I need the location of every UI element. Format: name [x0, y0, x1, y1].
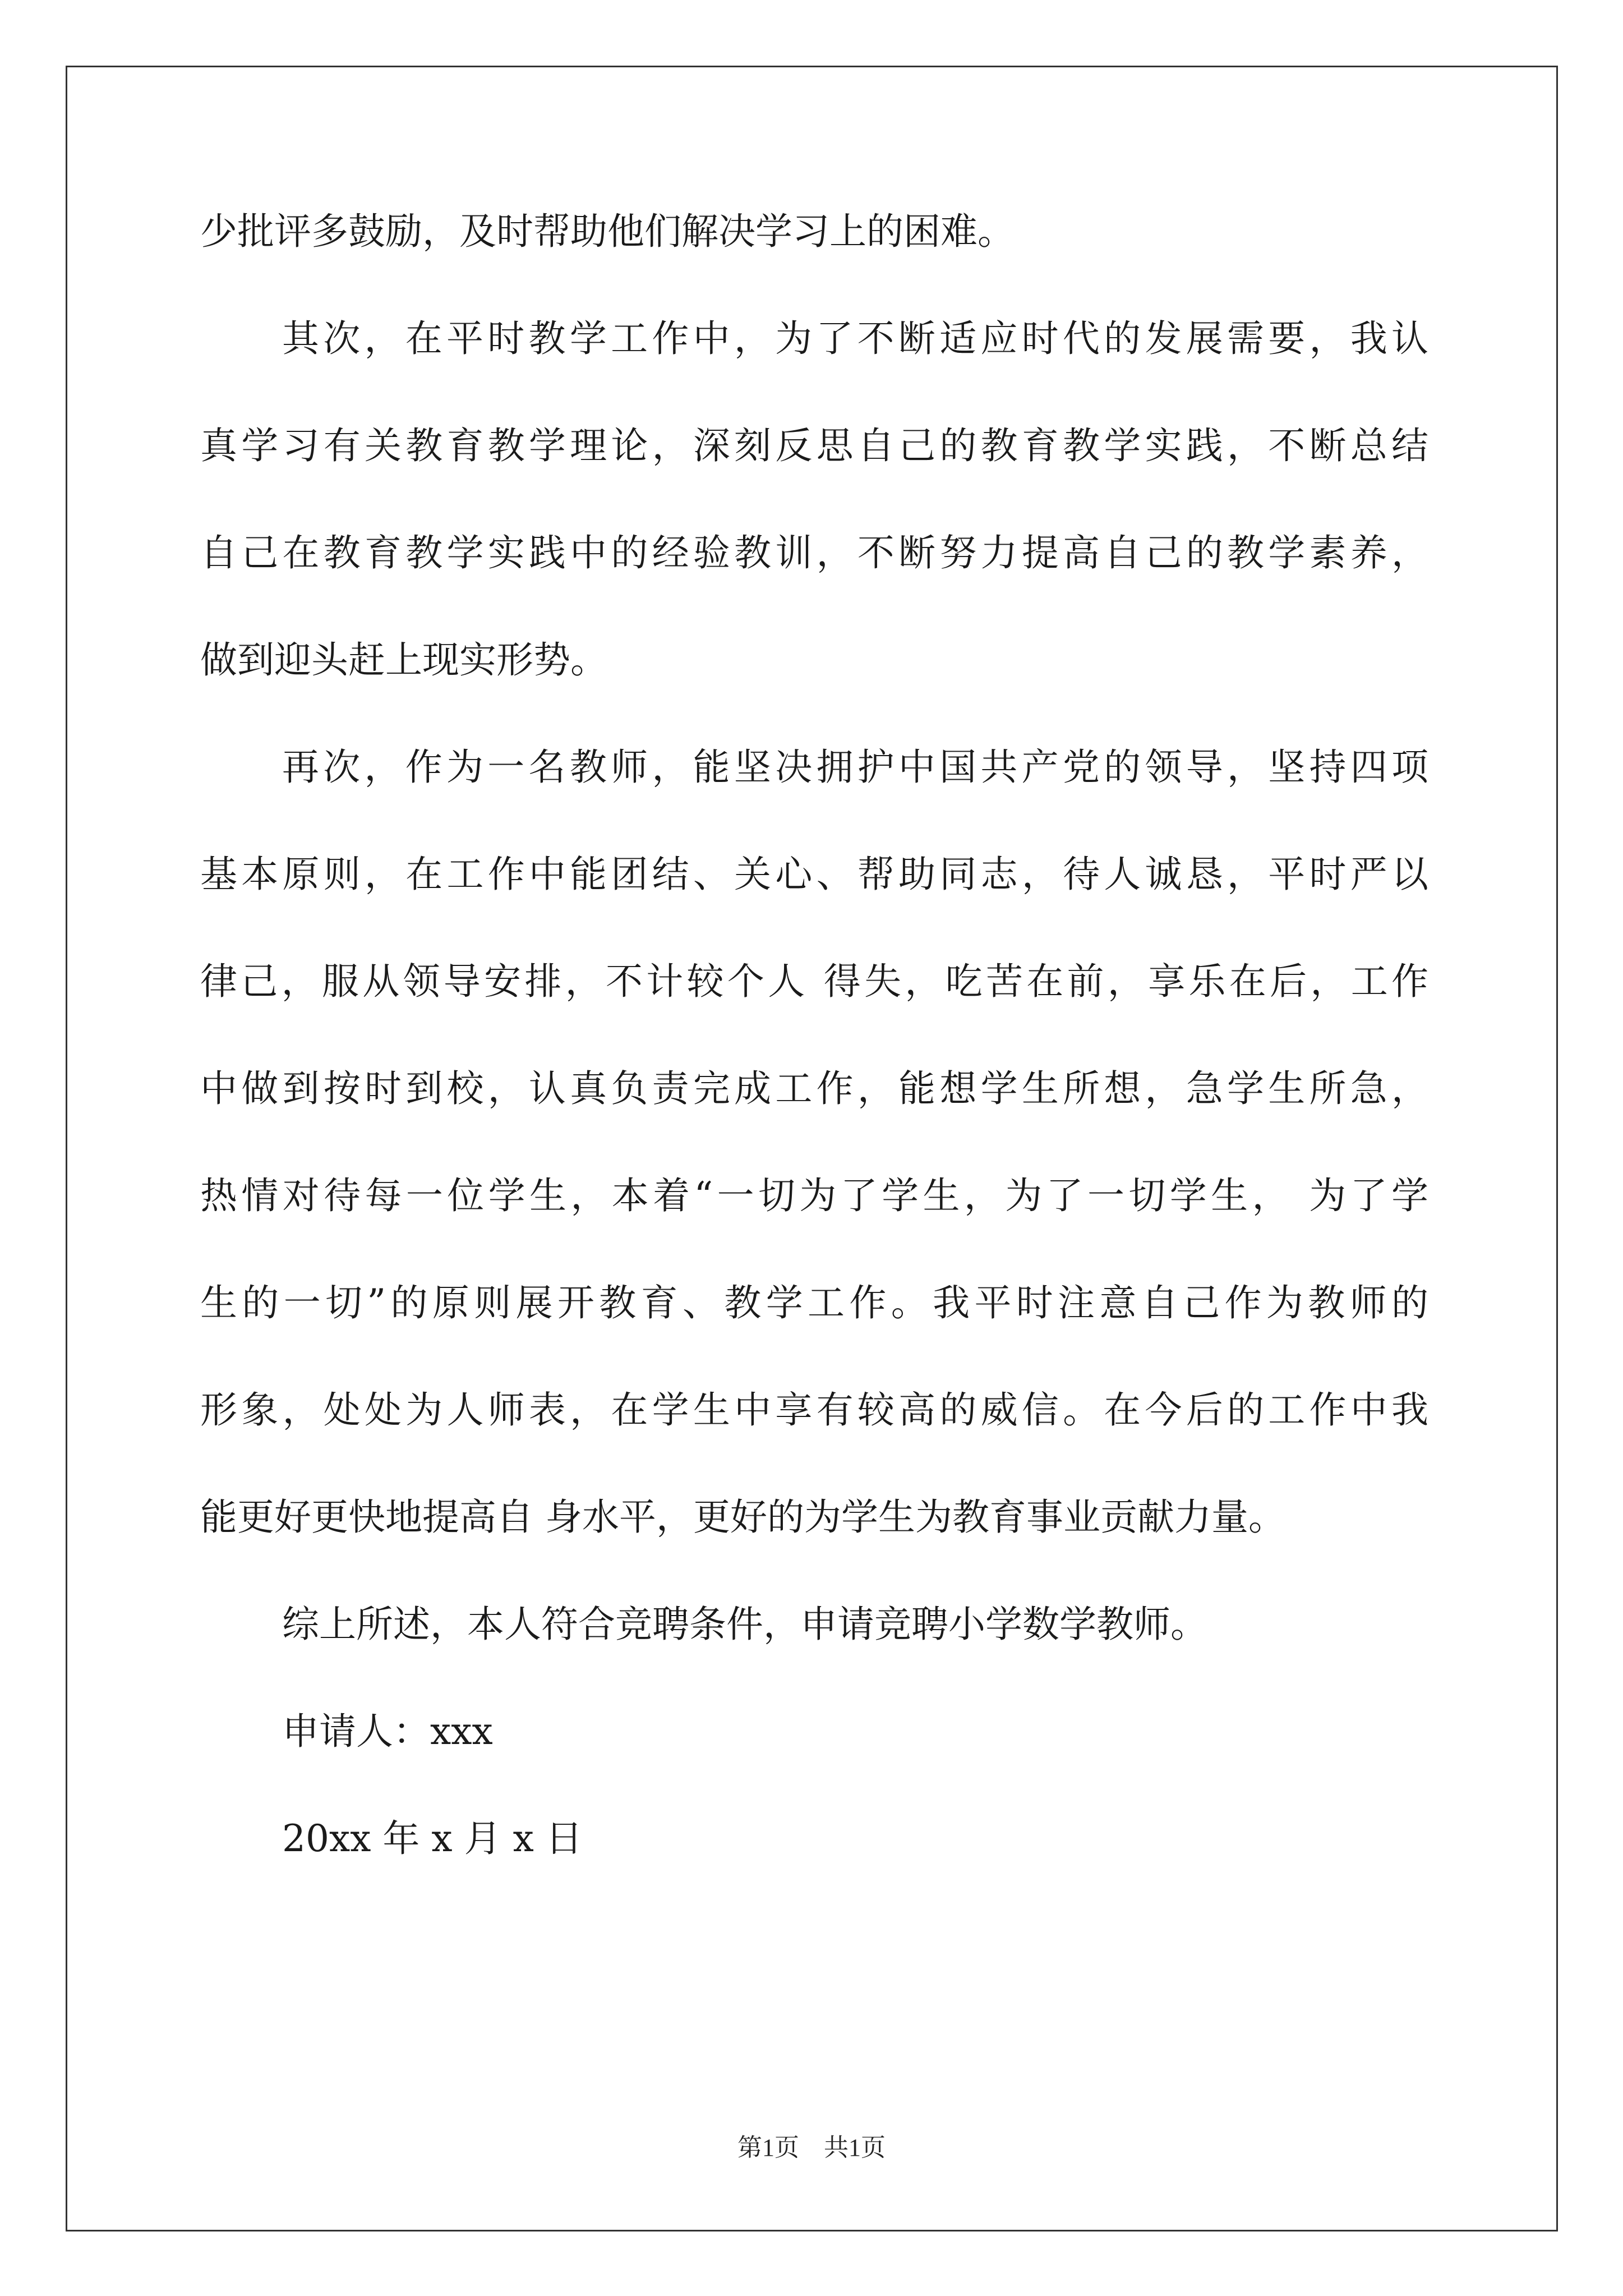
text-line: 自己在教育教学实践中的经验教训，不断努力提高自己的教学素养， — [200, 531, 1428, 574]
document-body — [200, 210, 1428, 1927]
text-line: 少批评多鼓励，及时帮助他们解决学习上的困难。 — [200, 210, 1015, 253]
text-line: 再次，作为一名教师，能坚决拥护中国共产党的领导，坚持四项 — [282, 746, 1428, 789]
page-number-footer: 第1页 共1页 — [737, 2134, 886, 2161]
signature-applicant: 申请人：xxx — [282, 1710, 493, 1753]
text-line: 做到迎头赶上现实形势。 — [200, 638, 607, 682]
text-line: 热情对待每一位学生，本着“一切为了学生，为了一切学生， 为了学 — [200, 1174, 1428, 1217]
text-line: 生的一切”的原则展开教育、教学工作。我平时注意自己作为教师的 — [200, 1281, 1428, 1324]
signature-date: 20xx 年 x 月 x 日 — [282, 1817, 583, 1860]
text-line: 真学习有关教育教学理论，深刻反思自己的教育教学实践，不断总结 — [200, 424, 1428, 467]
text-line: 能更好更快地提高自 身水平，更好的为学生为教育事业贡献力量。 — [200, 1496, 1285, 1539]
text-line: 综上所述，本人符合竞聘条件，申请竞聘小学数学教师。 — [282, 1603, 1207, 1646]
text-line: 其次，在平时教学工作中，为了不断适应时代的发展需要，我认 — [282, 317, 1428, 360]
text-line: 中做到按时到校，认真负责完成工作，能想学生所想，急学生所急， — [200, 1067, 1428, 1110]
text-line: 律己，服从领导安排，不计较个人 得失，吃苦在前，享乐在后，工作 — [200, 960, 1428, 1003]
text-line: 形象，处处为人师表，在学生中享有较高的威信。在今后的工作中我 — [200, 1388, 1428, 1432]
text-line: 基本原则，在工作中能团结、关心、帮助同志，待人诚恳，平时严以 — [200, 853, 1428, 896]
